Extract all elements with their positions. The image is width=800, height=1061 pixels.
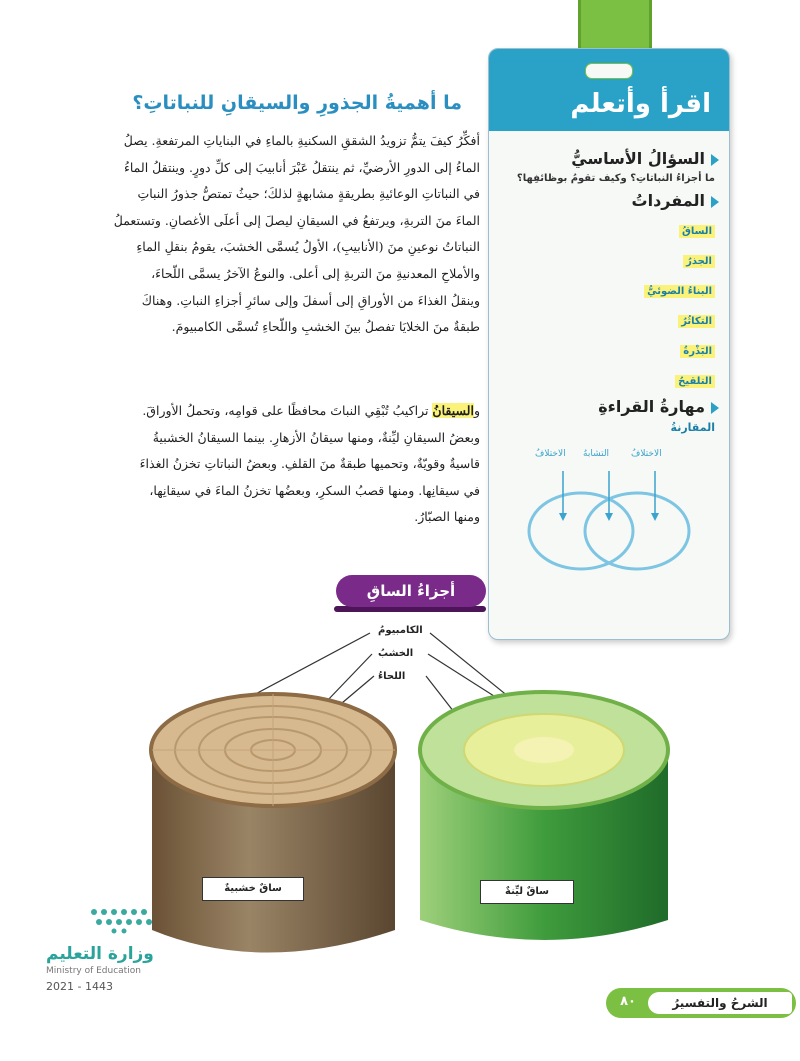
stems-term: السيقانُ — [432, 403, 474, 418]
label-cambium: الكامبيومُ — [378, 625, 423, 636]
text-line: وينقلُ الغذاءَ من الأوراقِ إلى أسفلَ وإلى سائرِ أجزاءِ النباتِ. وهناكَ — [141, 292, 480, 308]
vocab-heading: المفرداتُ — [632, 191, 719, 210]
label-xylem: الخشبُ — [378, 648, 414, 659]
vocab-item: الجذرُ — [683, 255, 715, 268]
text-line: والأملاحِ المعدنيةِ منَ التربةِ إلى أعلى. والنوعُ الآخرُ يسمَّى اللّحاءَ، — [151, 265, 480, 281]
venn-label-similarity: التشابهُ — [583, 449, 610, 459]
paragraph-1 — [60, 128, 480, 341]
label-phloem: اللحاءُ — [378, 671, 406, 682]
text-line: والسيقانُ تراكيبُ تُبْقِي النباتَ محافظًا على قوامِه، وتحملُ الأوراقَ. — [142, 403, 480, 418]
question-heading: السؤالُ الأساسيُّ — [571, 149, 719, 168]
vocab-item: التلقيحُ — [675, 375, 715, 388]
reading-skill-heading: مهارةُ القراءةِ — [598, 397, 719, 416]
vocab-item: البناءُ الضوئيُّ — [644, 285, 715, 298]
ministry-name-english: Ministry of Education — [46, 966, 141, 976]
vocab-item: التكاثُرُ — [678, 315, 715, 328]
question-text: ما أجزاءُ النباتاتِ؟ وكيف تقومُ بوظائفِها؟ — [516, 173, 715, 184]
card-header — [489, 49, 729, 131]
soft-stem-label: ساقٌ ليِّنةٌ — [480, 880, 574, 904]
triangle-bullet-icon — [711, 154, 719, 166]
edition-year: 2021 - 1443 — [46, 980, 113, 993]
woody-stem-label: ساقٌ خشبيةٌ — [202, 877, 304, 901]
text-line: أفكِّرُ كيفَ يتمُّ تزويدُ الشققِ السكنيةِ بالماءِ في البناياتِ المرتفعةِ. يصلُ — [123, 133, 480, 148]
text-line: في النباتاتِ الوعائيةِ بطريقةٍ مشابهةٍ لذلكَ؛ حيثُ تمتصُّ جذورُ النباتِ — [137, 186, 480, 202]
ministry-logo-icon — [88, 906, 160, 936]
reading-skill: المقارنةُ — [670, 421, 715, 434]
venn-diagram — [519, 465, 699, 577]
read-and-learn-card — [488, 48, 730, 640]
text-line: طبقةٌ منَ الخلايَا تفصلُ بينَ الخشبِ واللّحاءِ تُسمَّى الكامبيومَ. — [171, 319, 480, 335]
footer-section-title: الشرحُ والتفسيرُ — [648, 992, 792, 1014]
text-line: وبعضُ السيقانِ ليِّنةٌ، ومنها سيقانُ الأزهارِ. بينما السيقانُ الخشبيةُ — [152, 429, 480, 445]
text-line: في سيقانِها. ومنها قصبُ السكرِ، وبعضُها تخزنُ الماءَ في سيقانِها، — [149, 482, 480, 498]
page-number: ٨٠ — [620, 994, 636, 1009]
triangle-bullet-icon — [711, 402, 719, 414]
text-line: ومنها الصبّارُ. — [414, 509, 480, 525]
text-line: النباتاتُ نوعينِ منَ (الأنابيبِ)، الأولُ يُسمَّى الخشبَ، يقومُ بنقلِ الماءِ — [136, 239, 480, 255]
text-line: الماءُ إلى الدورِ الأرضيِّ، ثم ينتقلُ عَبْرَ أنابيبَ إلى كلِّ دورٍ. وينتقلُ الماءُ — [124, 159, 480, 175]
hang-hole — [585, 63, 633, 79]
section-heading: ما أهميةُ الجذورِ والسيقانِ للنباتاتِ؟ — [132, 92, 462, 114]
diagram-title-tag: أجزاءُ الساقِ — [336, 575, 486, 607]
text-line: قاسيةٌ وقويّةٌ، وتحميها طبقةٌ منَ القلفِ. وبعضُ النباتاتِ تخزنُ الغذاءَ — [139, 456, 480, 472]
venn-label-difference: الاختلافُ — [535, 449, 566, 459]
vocab-item: الساقُ — [679, 225, 715, 238]
text-line: الماءَ منَ التربةِ، ويرتفعُ في السيقانِ ليصلَ إلى أعلَى الأغصانِ. وتستعملُ — [113, 212, 480, 228]
venn-label-difference: الاختلافُ — [631, 449, 662, 459]
triangle-bullet-icon — [711, 196, 719, 208]
vocab-item: البَذْرةُ — [680, 345, 715, 358]
paragraph-2 — [60, 398, 480, 531]
ministry-name-arabic: وزارة التعليم — [46, 944, 154, 964]
card-title: اقرأ وأتعلم — [570, 89, 711, 119]
